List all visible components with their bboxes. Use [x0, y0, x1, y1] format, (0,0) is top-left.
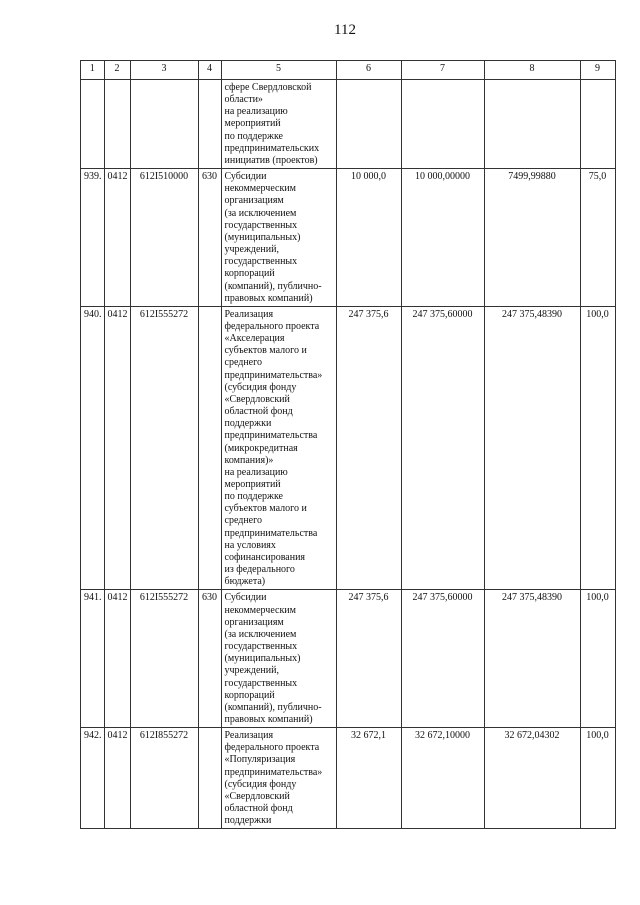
- approved-amount: 10 000,00000: [401, 169, 484, 307]
- row-number: 939.: [81, 169, 105, 307]
- execution-percent: 100,0: [580, 590, 615, 728]
- header-cell: 1: [81, 61, 105, 80]
- planned-amount: 247 375,6: [336, 306, 401, 590]
- execution-percent: 75,0: [580, 169, 615, 307]
- header-cell: 5: [221, 61, 336, 80]
- expense-type: 630: [198, 590, 221, 728]
- target-code: 612I555272: [130, 590, 198, 728]
- section-code: 0412: [104, 590, 130, 728]
- executed-amount: 247 375,48390: [484, 306, 580, 590]
- target-code: [130, 80, 198, 169]
- expense-type: [198, 306, 221, 590]
- header-row: [81, 61, 616, 80]
- execution-percent: [580, 80, 615, 169]
- approved-amount: 247 375,60000: [401, 306, 484, 590]
- header-cell: 9: [580, 61, 615, 80]
- expense-type: 630: [198, 169, 221, 307]
- planned-amount: 10 000,0: [336, 169, 401, 307]
- target-code: 612I855272: [130, 728, 198, 829]
- header-cell: 3: [130, 61, 198, 80]
- executed-amount: 247 375,48390: [484, 590, 580, 728]
- item-name: Субсидии некоммерческим организациям (за исключением государственных (муниципальных) учреждений, государственных корпораций (компаний), публично- правовых компаний): [221, 590, 336, 728]
- section-code: [104, 80, 130, 169]
- header-cell: 7: [401, 61, 484, 80]
- planned-amount: [336, 80, 401, 169]
- item-name: сфере Свердловской области» на реализацию мероприятий по поддержке предпринимательских инициатив (проектов): [221, 80, 336, 169]
- budget-table: [80, 60, 616, 829]
- executed-amount: [484, 80, 580, 169]
- header-cell: 2: [104, 61, 130, 80]
- header-cell: 8: [484, 61, 580, 80]
- table-row: [81, 306, 616, 590]
- section-code: 0412: [104, 728, 130, 829]
- execution-percent: 100,0: [580, 306, 615, 590]
- header-cell: 4: [198, 61, 221, 80]
- planned-amount: 247 375,6: [336, 590, 401, 728]
- row-number: 940.: [81, 306, 105, 590]
- expense-type: [198, 728, 221, 829]
- section-code: 0412: [104, 306, 130, 590]
- executed-amount: 7499,99880: [484, 169, 580, 307]
- table-row: [81, 169, 616, 307]
- item-name: Реализация федерального проекта «Популяризация предпринимательства» (субсидия фонду «Свердловский областной фонд поддержки: [221, 728, 336, 829]
- page-number: 112: [334, 22, 356, 38]
- header-cell: 6: [336, 61, 401, 80]
- target-code: 612I555272: [130, 306, 198, 590]
- row-number: 942.: [81, 728, 105, 829]
- table-row: [81, 80, 616, 169]
- row-number: [81, 80, 105, 169]
- expense-type: [198, 80, 221, 169]
- table-row: [81, 728, 616, 829]
- item-name: Субсидии некоммерческим организациям (за исключением государственных (муниципальных) учреждений, государственных корпораций (компаний), публично- правовых компаний): [221, 169, 336, 307]
- table-row: [81, 590, 616, 728]
- section-code: 0412: [104, 169, 130, 307]
- execution-percent: 100,0: [580, 728, 615, 829]
- approved-amount: 32 672,10000: [401, 728, 484, 829]
- target-code: 612I510000: [130, 169, 198, 307]
- approved-amount: 247 375,60000: [401, 590, 484, 728]
- executed-amount: 32 672,04302: [484, 728, 580, 829]
- row-number: 941.: [81, 590, 105, 728]
- item-name: Реализация федерального проекта «Акселерация субъектов малого и среднего предпринимательства» (субсидия фонду «Свердловский областной фонд поддержки предпринимательства (микрокредитная компания)» на реализацию мероприятий по поддержке субъектов малого и среднего предпринимательства на условиях софинансирования из федерального бюджета): [221, 306, 336, 590]
- approved-amount: [401, 80, 484, 169]
- planned-amount: 32 672,1: [336, 728, 401, 829]
